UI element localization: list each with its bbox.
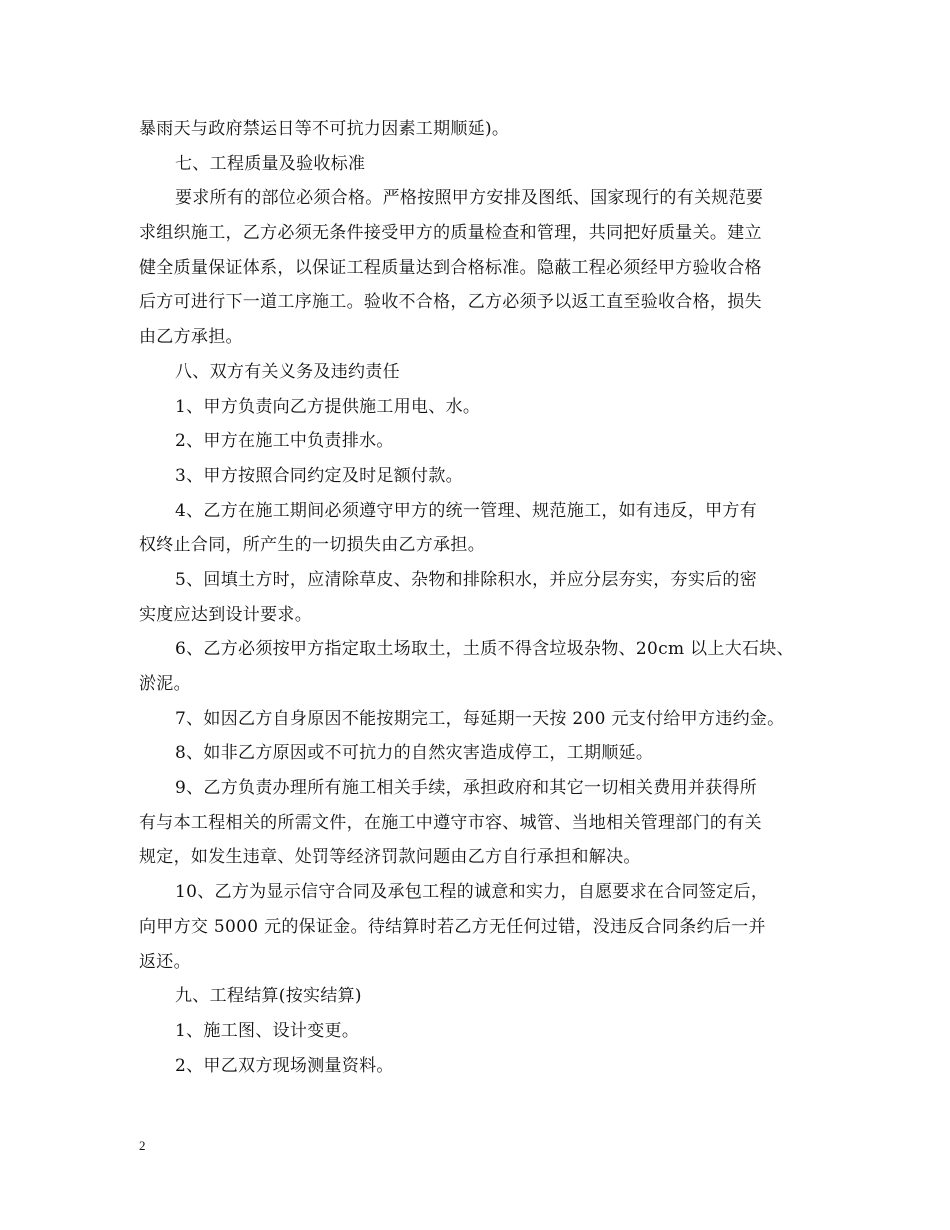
list-item: 5、回填土方时，应清除草皮、杂物和排除积水，并应分层夯实，夯实后的密 xyxy=(175,569,758,590)
list-item: 8、如非乙方原因或不可抗力的自然灾害造成停工，工期顺延。 xyxy=(175,743,654,764)
list-item-continuation: 有与本工程相关的所需文件，在施工中遵守市容、城管、当地相关管理部门的有关 xyxy=(139,812,762,833)
section-heading-7: 七、工程质量及验收标准 xyxy=(175,153,366,174)
list-item-continuation: 向甲方交 5000 元的保证金。待结算时若乙方无任何过错，没违反合同条约后一并 xyxy=(139,916,766,937)
paragraph-line: 暴雨天与政府禁运日等不可抗力因素工期顺延)。 xyxy=(139,119,510,139)
list-item: 1、甲方负责向乙方提供施工用电、水。 xyxy=(175,396,481,417)
list-item-continuation: 实度应达到设计要求。 xyxy=(139,604,312,625)
paragraph-line: 健全质量保证体系，以保证工程质量达到合格标准。隐蔽工程必须经甲方验收合格 xyxy=(139,257,762,278)
page-number: 2 xyxy=(139,1138,146,1153)
paragraph-line: 求组织施工，乙方必须无条件接受甲方的质量检查和管理，共同把好质量关。建立 xyxy=(139,223,762,244)
section-heading-8: 八、双方有关义务及违约责任 xyxy=(175,361,400,382)
list-item: 7、如因乙方自身原因不能按期完工，每延期一天按 200 元支付给甲方违约金。 xyxy=(175,708,785,729)
paragraph-line: 由乙方承担。 xyxy=(139,327,243,348)
list-item: 9、乙方负责办理所有施工相关手续，承担政府和其它一切相关费用并获得所 xyxy=(175,778,758,799)
list-item: 4、乙方在施工期间必须遵守甲方的统一管理、规范施工，如有违反，甲方有 xyxy=(175,500,758,521)
paragraph-line: 要求所有的部位必须合格。严格按照甲方安排及图纸、国家现行的有关规范要 xyxy=(175,188,764,209)
list-item: 2、甲乙双方现场测量资料。 xyxy=(175,1055,394,1076)
list-item: 6、乙方必须按甲方指定取土场取土，土质不得含垃圾杂物、20cm 以上大石块、 xyxy=(175,639,794,660)
list-item: 1、施工图、设计变更。 xyxy=(175,1020,360,1041)
list-item: 2、甲方在施工中负责排水。 xyxy=(175,431,394,452)
list-item-continuation: 规定，如发生违章、处罚等经济罚款问题由乙方自行承担和解决。 xyxy=(139,847,641,868)
document-body xyxy=(139,112,829,1083)
paragraph-line: 后方可进行下一道工序施工。验收不合格，乙方必须予以返工直至验收合格，损失 xyxy=(139,292,762,313)
list-item-continuation: 返还。 xyxy=(139,951,191,972)
list-item-continuation: 淤泥。 xyxy=(139,674,191,694)
list-item-continuation: 权终止合同，所产生的一切损失由乙方承担。 xyxy=(139,535,485,556)
list-item: 10、乙方为显示信守合同及承包工程的诚意和实力，自愿要求在合同签定后， xyxy=(175,882,769,903)
section-heading-9: 九、工程结算(按实结算) xyxy=(175,986,362,1007)
list-item: 3、甲方按照合同约定及时足额付款。 xyxy=(175,465,463,486)
